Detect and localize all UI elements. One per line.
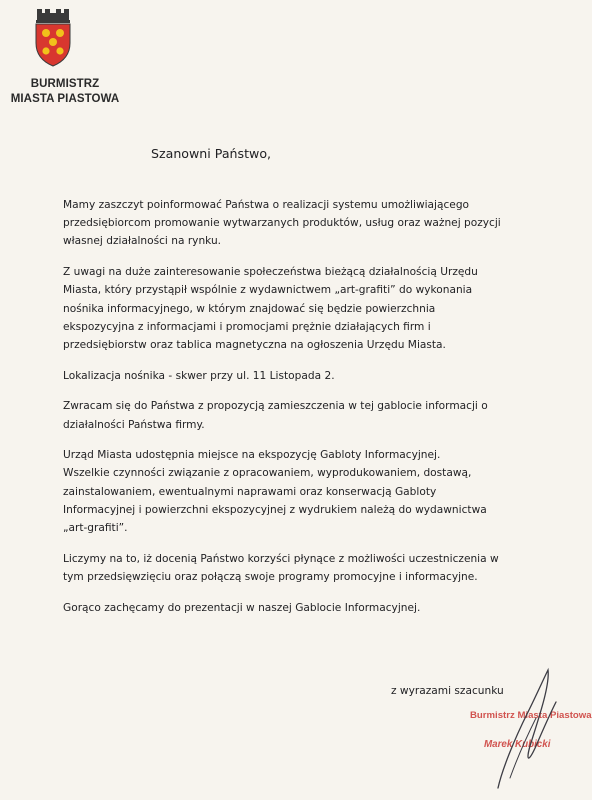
paragraph-gap xyxy=(63,434,533,447)
text-line: przedsiębiorstw oraz tablica magnetyczna na ogłoszenia Urzędu Miasta. xyxy=(63,338,446,351)
text-line: działalności Państwa firmy. xyxy=(63,418,205,431)
text-line: przedsiębiorcom promowanie wytwarzanych produktów, usług oraz ważnej pozycji xyxy=(63,217,501,230)
text-line: Miasta, który przystąpił wspólnie z wydawnictwem „art-grafiti” do wykonania xyxy=(63,284,473,297)
issuer-title: BURMISTRZ xyxy=(30,78,100,90)
paragraph xyxy=(63,263,533,354)
paragraph xyxy=(63,550,533,586)
text-line: Gorąco zachęcamy do prezentacji w naszej Gablocie Informacyjnej. xyxy=(63,601,421,614)
handwritten-signature xyxy=(470,660,566,790)
text-line: Wszelkie czynności związanie z opracowaniem, wyprodukowaniem, dostawą, xyxy=(63,467,472,480)
text-line: Liczymy na to, iż docenią Państwo korzyści płynące z możliwości uczestniczenia w xyxy=(63,552,499,565)
text-line: zainstalowaniem, ewentualnymi naprawami oraz konserwacją Gabloty xyxy=(63,485,437,498)
text-line: Z uwagi na duże zainteresowanie społeczeństwa bieżącą działalnością Urzędu xyxy=(63,266,478,279)
text-line: Informacyjnej i powierzchni ekspozycyjnej z wydrukiem należą do wydawnictwa xyxy=(63,503,487,516)
text-line: Mamy zaszczyt poinformować Państwa o realizacji systemu umożliwiającego xyxy=(63,199,470,211)
coat-of-arms-icon xyxy=(35,9,71,67)
issuer-header xyxy=(10,77,120,107)
paragraph-gap xyxy=(63,586,533,599)
paragraph xyxy=(63,599,533,617)
paragraph-gap xyxy=(63,251,533,264)
salutation: Szanowni Państwo, xyxy=(151,146,272,161)
text-line: ekspozycyjna z informacjami i promocjami prężnie działających firm i xyxy=(63,320,431,333)
text-line: własnej działalności na rynku. xyxy=(63,235,222,248)
text-line: nośnika informacyjnego, w którym znajdować się będzie powierzchnia xyxy=(63,302,436,315)
text-line: Zwracam się do Państwa z propozycją zamieszczenia w tej gablocie informacji o xyxy=(63,400,488,413)
paragraph xyxy=(63,446,533,537)
paragraph-gap xyxy=(63,385,533,398)
paragraph xyxy=(63,367,533,385)
text-line: „art-grafiti”. xyxy=(63,522,128,535)
text-line: tym przedsięwzięciu oraz połączą swoje programy promocyjne i informacyjne. xyxy=(63,570,478,583)
stamp-name: Marek Kubicki xyxy=(484,739,551,750)
paragraph xyxy=(63,397,533,433)
paragraph-gap xyxy=(63,354,533,367)
text-line: Lokalizacja nośnika - skwer przy ul. 11 Listopada 2. xyxy=(63,369,335,382)
stamp-title: Burmistrz Miasta Piastowa xyxy=(470,710,592,721)
closing-phrase: z wyrazami szacunku xyxy=(391,685,504,697)
paragraph-gap xyxy=(63,537,533,550)
paragraph xyxy=(63,196,533,251)
text-line: Urząd Miasta udostępnia miejsce na ekspozycję Gabloty Informacyjnej. xyxy=(63,449,441,462)
issuer-city: MIASTA PIASTOWA xyxy=(10,93,120,105)
letter-body xyxy=(63,196,533,617)
